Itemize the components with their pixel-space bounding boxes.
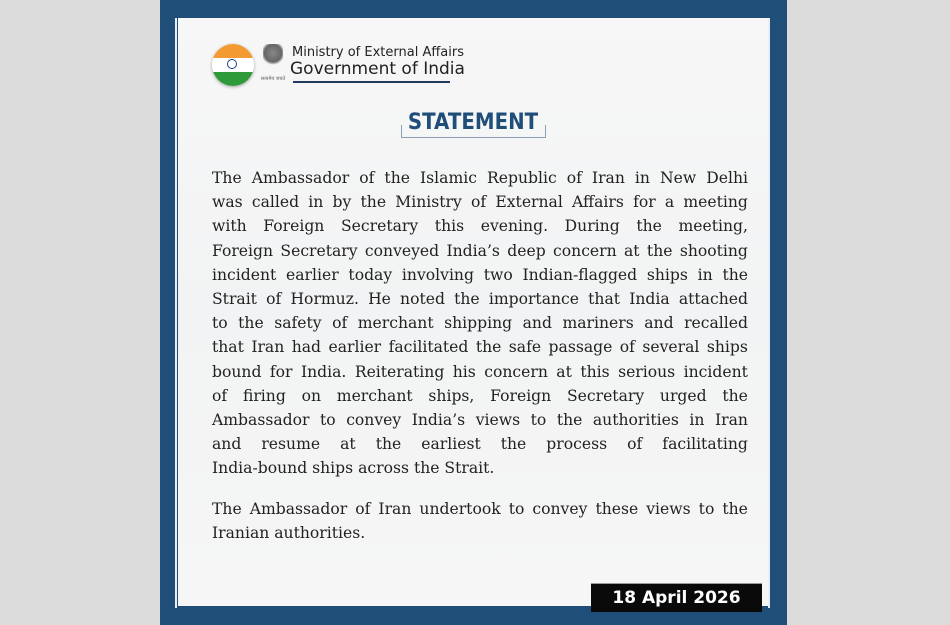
statement-line: Iranian authorities. [212, 523, 366, 542]
statement-line: of firing on merchant ships, Foreign Secretary urged the [212, 386, 748, 405]
statement-line: bound for India. Reiterating his concern at this serious incident [212, 362, 748, 381]
statement-line: Foreign Secretary conveyed India’s deep concern at the shooting [212, 241, 748, 260]
statement-line: The Ambassador of the Islamic Republic of Iran in New Delhi [212, 169, 748, 187]
government-name: Government of India [290, 59, 465, 79]
statement-line: to the safety of merchant shipping and mariners and recalled [212, 314, 748, 333]
date-badge: 18 April 2026 [591, 583, 762, 612]
paragraph-gap [212, 481, 748, 497]
emblem-caption: सत्यमेव जयते [260, 76, 286, 82]
ministry-name: Ministry of External Affairs [292, 45, 464, 60]
statement-line: Ambassador to convey India’s views to the authorities in Iran [212, 411, 748, 430]
statement-line: Strait of Hormuz. He noted the importance that India attached [212, 290, 748, 309]
statement-body [212, 166, 748, 545]
statement-line: incident earlier today involving two Indian-flagged ships in the [212, 265, 748, 284]
header-underline [293, 81, 450, 83]
statement-line: with Foreign Secretary this evening. During the meeting, [212, 217, 748, 236]
statement-line: that Iran had earlier facilitated the safe passage of several ships [212, 338, 748, 357]
statement-line: The Ambassador of Iran undertook to convey these views to the [212, 499, 748, 518]
page-title: STATEMENT [407, 110, 539, 135]
national-emblem-icon [260, 44, 286, 88]
statement-line: and resume at the earliest the process of facilitating [212, 435, 748, 454]
statement-line: was called in by the Ministry of External Affairs for a meeting [212, 193, 748, 212]
statement-line: India-bound ships across the Strait. [212, 459, 495, 478]
indian-flag-icon [212, 44, 254, 86]
